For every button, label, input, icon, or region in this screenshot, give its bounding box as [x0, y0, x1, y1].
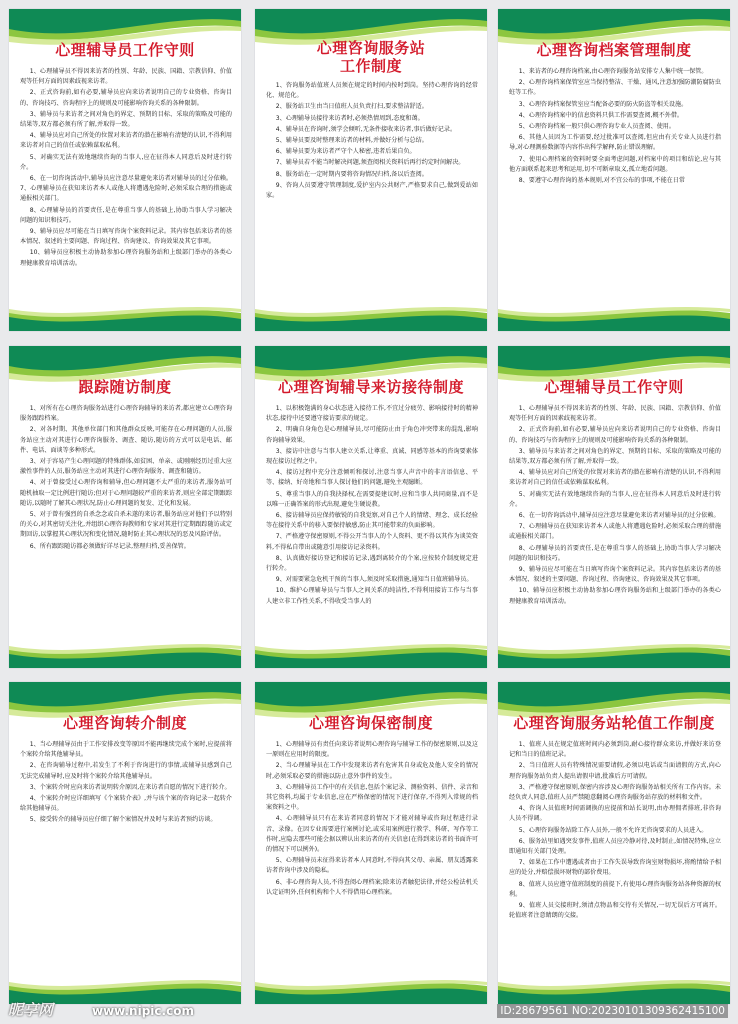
watermark-url: www.nipic.com	[92, 1004, 194, 1018]
rule-item: 7、辅导员若不能当时解决问题,须查阅相关资料后再行约定时间解决。	[275, 159, 465, 167]
bottom-wave-decoration	[498, 303, 730, 331]
poster-panel	[9, 682, 241, 1004]
rule-item: 1、来访者的心理咨询档案,由心理咨询服务站安排专人集中统一保管。	[518, 68, 708, 75]
rule-item: 4、心理辅导员只有在来访者同意的情况下才能对辅导或咨询过程进行录音、录像。在因专业需要进行案例讨论,或采用案例进行教学、科研、写作等工作时,应隐去那些可能会据以辨认出来访者的有关信息(在得到来访者的书面许可的情况下可以例外)。	[266, 815, 478, 854]
panel-title	[498, 714, 730, 732]
poster-panel	[255, 9, 487, 331]
rule-item: 4、心理咨询档案中的信息资料只供工作需要查阅,概不外借。	[518, 111, 684, 119]
poster-panel	[498, 346, 730, 668]
rule-item: 8、服务站在一定时期内要将咨询情况归档,备以后查阅。	[275, 170, 428, 178]
rule-item: 10、维护心理辅导员与当事人之间关系的纯洁性,不得利用接访工作与当事人建立非工作性关系,不得收受当事人的	[266, 587, 478, 605]
rule-item: 4、个案转介时应详细填写《个案转介表》,并与该个案的咨询记录一起转介给其他辅导员。	[20, 795, 232, 813]
poster-grid	[9, 9, 733, 1015]
rule-item: 2、在咨询辅导过程中,若发生了不利于咨询进行的事情,或辅导员感到自己无法完成辅导时,应及时将个案转介给其他辅导员。	[20, 762, 232, 780]
panel-title-line: 跟踪随访制度	[78, 378, 172, 396]
rule-item: 2、明确自身角色是心理辅导员,尽可能防止由于角色冲突带来的混乱,影响咨询辅导效果。	[266, 426, 478, 444]
panel-title	[255, 714, 487, 732]
rule-item: 2、当日值班人员有特殊情况需要请假,必须以电话或当面请假的方式,向心理咨询服务站负责人提出请假申请,批准后方可请假。	[509, 762, 721, 780]
rule-item: 3、接访中注意与当事人建立关系,让尊重、真诚、同感等基本的咨询要素体现在接访过程之中。	[266, 447, 478, 466]
panel-title-line: 心理辅导员工作守则	[55, 41, 195, 59]
rule-item: 1、心理辅导员不得因来访者的性别、年龄、民族、国籍、宗教信仰、价值观等任何方面的因素歧视来访者。	[20, 68, 232, 86]
rule-item: 5、对于曾有强烈的自杀念念或自杀未遂的来访者,服务站应对他们予以特别的关心,对其密切关注化,并组织心理咨询教师和专家对其进行定期跟踪随访或定期回访,以掌握其心理状况和变化情况,随时防止其心理状况的恶及风险评估。	[20, 511, 232, 539]
rule-item: 1、以积极饱满的身心状态进入接待工作,不宜过分疲劳、影响接待时的精神状态,接待中还要遵守接访要求的规定。	[266, 405, 478, 423]
rule-item: 7、心理辅导员在获知来访者本人或他人将遭遇危险时,必须采取合理的措施或通报相关部门。	[509, 523, 721, 541]
rule-item: 2、服务站卫生由当日值班人员负责打扫,要求整洁舒适。	[275, 103, 428, 111]
rule-item: 6、在一切咨询活动中,辅导员应注意尽量避免来访者对辅导员的过分依赖。	[518, 512, 720, 520]
panel-title	[255, 378, 487, 396]
rule-item: 3、个案转介时应向来访者说明转介原因,在来访者自愿的情况下进行转介。	[29, 783, 231, 791]
rule-item: 4、辅导员应对自己所处的位置对来访者的潜在影响有清楚的认识,不得利用来访者对自己的信任或依赖谋取私利。	[509, 469, 721, 487]
bottom-wave-decoration	[255, 976, 487, 1004]
panel-body	[20, 404, 232, 644]
panel-body	[266, 740, 478, 980]
rule-item: 6、接访辅导员应保持敏锐的自我觉察,对自己个人的情绪、理念、成长经验等在接待关系中的移入要保持敏感,防止其可能带来的负面影响。	[266, 512, 478, 530]
rule-item: 9、值班人员交接班时,须清点物品和交待有关情况,一切无误后方可离开。轮值班者注意睛朗的交接。	[509, 902, 721, 920]
panel-body	[509, 740, 721, 980]
rule-item: 1、咨询服务站值班人员须在规定的时间内按时到岗。坚持心理咨询的经常化、规范化。	[266, 82, 478, 100]
rule-item: 7、严格遵守保密原则,不得公开当事人的个人资料、更不得以其作为谈笑资料,不得私自带出或随意引用接访记录资料。	[266, 533, 478, 551]
panel-title-line: 心理辅导员工作守则	[544, 378, 684, 396]
rule-item: 3、对于容易产生心理问题的特殊群体,如贫困、单亲、或刚刚经历过重大应激性事件的人员,服务站应主动对其进行心理咨询服务、调查和随访。	[20, 458, 232, 476]
rule-item: 8、要遵守心理咨询的基本规则,对不宜公布的事项,不能在日常	[518, 177, 685, 185]
panel-body	[266, 81, 478, 307]
rule-item: 2、正式咨询前,如有必要,辅导员应向来访者说明自己的专业资格、咨询目的、咨询技巧与咨询程序上的规则及可能影响咨询关系的各种限制。	[509, 426, 721, 444]
panel-body	[20, 740, 232, 980]
bottom-wave-decoration	[255, 303, 487, 331]
rule-item: 5、对确实无法有效地继续咨询的当事人,应在征得本人同意后及时进行转介。	[20, 153, 232, 171]
watermark-id: ID:28679561 NO:20230101309362415100	[497, 1004, 728, 1018]
poster-panel	[255, 682, 487, 1004]
watermark-logo: 昵享网	[8, 1001, 54, 1019]
rule-item: 6、辅导员要为来访者严守个人秘密,违者后果自负。	[275, 148, 416, 156]
rule-item: 2、正式咨询前,如有必要,辅导员应向来访者说明自己的专业资格、咨询目的、咨询技巧、咨询程序上的规则及可能影响咨询关系的各种限制。	[20, 89, 232, 107]
bottom-wave-decoration	[255, 640, 487, 668]
rule-item: 9、对需要紧急危机干预的当事人,须及时采取措施,通知当日值班辅导员。	[275, 576, 473, 584]
rule-item: 8、心理辅导员的首要责任,是在尊重当事人的基础上,协助当事人学习解决问题的知识和技巧。	[509, 544, 721, 562]
rule-item: 6、服务站里如遇突发事件,值班人员应冷静对待,及时制止,如情况特殊,应立即通知有关部门处理。	[509, 837, 721, 856]
rule-item: 6、在一切咨询活动中,辅导员应注意尽量避免来访者对辅导员的过分依赖。7、心理辅导员在获知来访者本人或他人将遭遇危险时,必须采取合理的措施或通报相关部门。	[20, 175, 232, 203]
bottom-wave-decoration	[9, 640, 241, 668]
rule-item: 3、辅导员与来访者之间对角色的界定、预期的目标、采取的策略及可能的结果等,双方都必须有所了解,并取得一致。	[20, 110, 232, 129]
rule-item: 1、值班人员在规定值班时间内必须到岗,耐心接待群众来访,并做好来访登记和当日的值班记录。	[509, 741, 721, 759]
poster-panel	[498, 9, 730, 331]
rule-item: 5、心理咨询档案一般只供心理咨询专业人员查阅、使用。	[518, 123, 675, 131]
rule-item: 5、心理辅导员未征得来访者本人同意时,不得向其父母、亲属、朋友透露来访者咨询中涉及的隐私。	[266, 857, 478, 875]
rule-item: 4、接访过程中充分注意倾听和探讨,注意当事人声音中的非言语信息、平等、接纳、好奇地和当事人探讨他们的问题,避免主观臆断。	[266, 469, 478, 487]
panel-title-line: 心理咨询辅导来访接待制度	[277, 378, 464, 396]
rule-item: 5、接受转介的辅导员应仔细了解个案情况并及时与来访者预约访谈。	[29, 816, 217, 824]
rule-item: 4、辅导员在咨询时,须学会倾听,无条件接收来访者,事后做好记录。	[275, 125, 457, 133]
panel-title	[498, 378, 730, 396]
rule-item: 9、辅导员应尽可能在当日填写咨询个案资料记录。其内容包括来访者的基本情况、叙述的主要问题、咨询过程、咨询建议、咨询效果及其它事项。	[509, 566, 721, 584]
rule-item: 7、如果在工作中遭遇或者由于工作失误导致咨询室财物损坏,将酌情给予相应的处分,并赔偿损坏财物的部价费用。	[509, 859, 721, 877]
rule-item: 5、辅导员要及时整理来访者的材料,并做好分析与总结。	[275, 137, 428, 145]
panel-body	[266, 404, 478, 644]
rule-item: 5、对确实无法有效地继续咨询的当事人,应在征得本人同意后及时进行转介。	[509, 490, 721, 508]
rule-item: 8、心理辅导员的首要责任,是在尊重当事人的基础上,协助当事人学习解决问题的知识和技巧。	[20, 206, 232, 224]
rule-item: 2、对各时期、其他单位部门和其他群众反映,可能存在心理问题的人员,服务站应主动对其进行心理咨询服务、调查、随访,随访的方式可以是电话、邮件、电话、面谈等多种形式。	[20, 426, 232, 454]
rule-item: 3、心理辅导员接待来访者时,必须热情周到,态度和蔼。	[275, 114, 424, 122]
rule-item: 1、心理辅导员不得因来访者的性别、年龄、民族、国籍、宗教信仰、价值观等任何方面的因素歧视来访者。	[509, 405, 721, 423]
rule-item: 3、辅导员与来访者之间对角色的界定、预期的目标、采取的策略及可能的结果等,双方都必须有所了解,并取得一致。	[509, 447, 721, 466]
bottom-wave-decoration	[498, 976, 730, 1004]
rule-item: 6、所有跟踪随访都必须做好详尽记录,整理归档,妥善保管。	[29, 542, 190, 550]
rule-item: 4、对于曾接受过心理咨询和辅导,但心理问题不太严重的来访者,服务站可随机抽取一定比例进行随访;但对于心理问题较严重的来访者,则应全部定期跟踪随访,以随时了解其心理状况,防止心理问题的复发、迁化和发展。	[20, 479, 232, 507]
rule-item: 9、咨询人员要遵守管理制度,爱护室内公共财产,严格要求自己,做到爱站如家。	[266, 181, 478, 200]
rule-item: 9、辅导员应尽可能在当日填写咨询个案资料记录。其内容包括来访者的基本情况、叙述的主要问题、咨询过程、咨询建议、咨询效果及其它事项。	[20, 228, 232, 246]
panel-title	[9, 378, 241, 396]
rule-item: 4、咨询人员值班时间需调换的应提前和站长说明,由办理佣者排班,非咨询人员不得调。	[509, 805, 721, 823]
rule-item: 3、严格遵守保密原则,保密内容涉及心理咨询服务站相关所有工作内容。未经负责人同意,值班人员严禁随意翻阅心理咨询服务站存放的材料和文件。	[509, 783, 721, 802]
rule-item: 1、心理辅导员有责任向来访者说明心理咨询与辅导工作的保密原则,以及这一原则在应用时的限度。	[266, 741, 478, 759]
rule-item: 2、心理咨询档案保管室应当保持整洁、干燥、通风,注意加强防潮防腐防虫蛀等工作。	[509, 79, 721, 97]
panel-title-line: 工作制度	[339, 57, 402, 75]
poster-panel	[9, 346, 241, 668]
panel-title	[9, 714, 241, 732]
rule-item: 3、心理咨询档案保管室应当配备必要的防火防盗等相关设施。	[518, 100, 688, 108]
rule-item: 5、尊重当事人的自我抉择权,在需要提建议时,应和当事人共同商量,而不是以唯一正确答案的形式出现,避免生硬说教。	[266, 490, 478, 508]
rule-item: 7、使用心理档案的资料时要全面考虑问题,对档案中的项目和结论,应与其他方面联系起来思考和运用,切不可断章取义,孤立地看问题。	[509, 155, 721, 173]
rule-item: 5、心理咨询服务站除工作人员外,一般不允许无咨询要求的人员进入。	[518, 826, 708, 834]
rule-item: 1、对所有在心理咨询服务站进行心理咨询辅导的来访者,都应建立心理咨询服务跟踪档案。	[20, 405, 232, 423]
poster-panel	[255, 346, 487, 668]
panel-title	[498, 41, 730, 59]
panel-body	[20, 67, 232, 307]
panel-body	[509, 404, 721, 644]
panel-title	[9, 41, 241, 59]
panel-title-line: 心理咨询服务站轮值工作制度	[513, 714, 715, 732]
panel-title-line: 心理咨询保密制度	[308, 714, 433, 732]
poster-panel	[498, 682, 730, 1004]
rule-item: 10、辅导员应积极主动协助参加心理咨询服务站和上级部门举办的各类心理健康教育培训活动。	[509, 587, 721, 605]
panel-title	[255, 39, 487, 75]
rule-item: 6、其他人员因为工作需要,经过批准可以查阅,但应由有关专业人员进行指导,对心理测验数据等内容作出科学解释,防止错误理解。	[509, 134, 721, 152]
panel-title-line: 心理咨询服务站	[316, 39, 426, 57]
poster-panel	[9, 9, 241, 331]
rule-item: 8、值班人员应遵守值班制度的前提下,有使用心理咨询服务站各种资源的权利。	[509, 880, 721, 898]
bottom-wave-decoration	[498, 640, 730, 668]
rule-item: 4、辅导员应对自己所处的位置对来访者的潜在影响有清楚的认识,不得利用来访者对自己的信任或依赖谋取私利。	[20, 132, 232, 150]
rule-item: 2、当心理辅导员在工作中发现来访者有危害其自身或危及他人安全的情况时,必须采取必要的措施以防止意外事件的发生。	[266, 762, 478, 780]
rule-item: 10、辅导员应积极主动协助参加心理咨询服务站和上级部门举办的各类心理健康教育培训活动。	[20, 249, 232, 267]
rule-item: 3、心理辅导员工作中的有关信息,包括个案记录、测验资料、信件、录音和其它资料,均属于专业信息,应在严格保密的情况下进行保存,不得列入常规的档案资料之中。	[266, 783, 478, 812]
panel-title-line: 心理咨询转介制度	[62, 714, 187, 732]
bottom-wave-decoration	[9, 303, 241, 331]
panel-body	[509, 67, 721, 307]
rule-item: 8、认真做好接访登记和接访记录,遇到离转介的个案,应按转介制度规定进行转介。	[266, 554, 478, 573]
rule-item: 6、非心理咨询人员,不得查阅心理档案;除来访者触犯法律,并经公检法机关认定证明外,任何机构和个人不得借用心理档案。	[266, 878, 478, 896]
panel-title-line: 心理咨询档案管理制度	[536, 41, 692, 59]
rule-item: 1、当心理辅导员由于工作安排改变等原因不能再继续完成个案时,应提前将个案转介给其他辅导员。	[20, 741, 232, 759]
